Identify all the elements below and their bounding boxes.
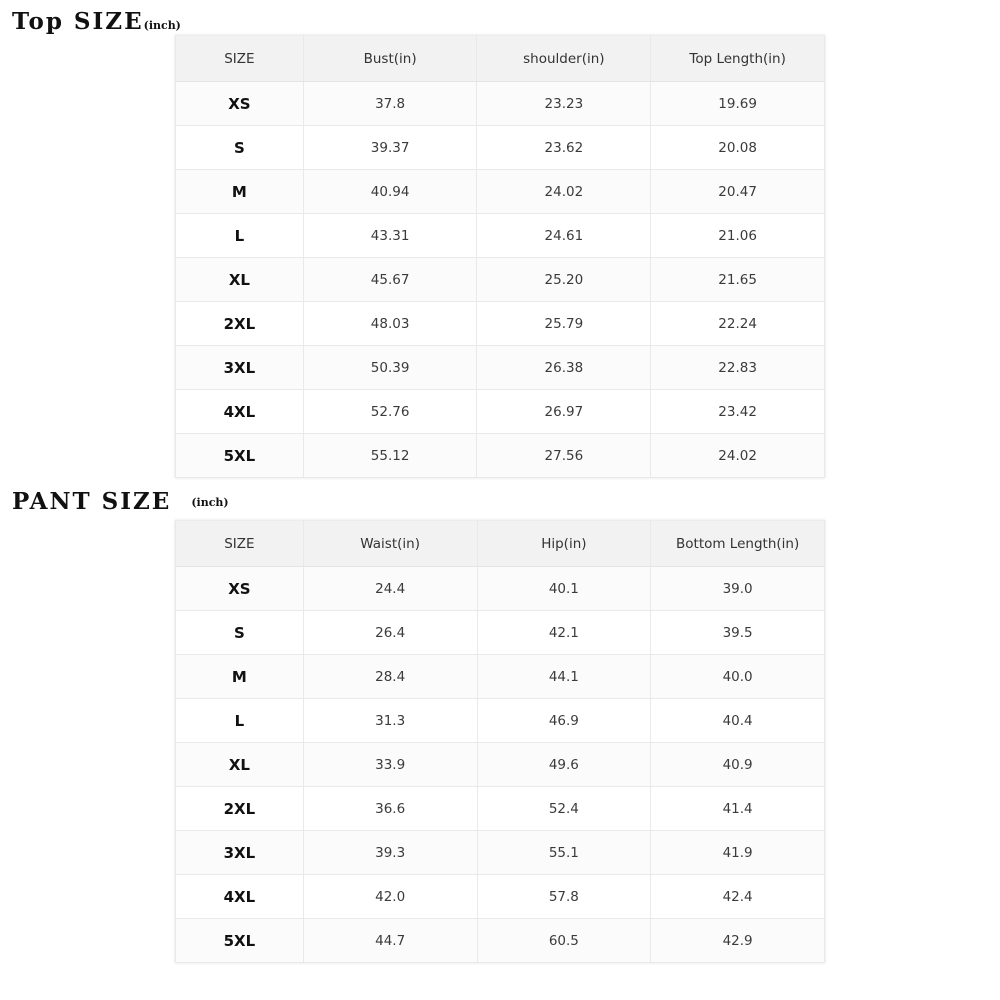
column-header-top-length: Top Length(in) <box>651 36 825 82</box>
top-size-heading-text: Top SIZE <box>12 8 144 35</box>
cell-hip: 42.1 <box>477 611 651 655</box>
cell-waist: 44.7 <box>303 919 477 963</box>
cell-bust: 48.03 <box>303 302 477 346</box>
column-header-size: SIZE <box>176 521 304 567</box>
table-row <box>176 346 825 390</box>
cell-bust: 39.37 <box>303 126 477 170</box>
table-row <box>176 787 825 831</box>
cell-size: XL <box>176 743 304 787</box>
cell-top-length: 21.06 <box>651 214 825 258</box>
pant-size-heading <box>12 488 229 515</box>
cell-bottom-length: 40.9 <box>651 743 825 787</box>
top-size-unit-note: (inch) <box>143 19 181 32</box>
column-header-bust: Bust(in) <box>303 36 477 82</box>
cell-hip: 55.1 <box>477 831 651 875</box>
cell-bottom-length: 42.9 <box>651 919 825 963</box>
top-size-table <box>175 35 825 478</box>
column-header-hip: Hip(in) <box>477 521 651 567</box>
cell-hip: 52.4 <box>477 787 651 831</box>
cell-shoulder: 25.20 <box>477 258 651 302</box>
table-row <box>176 302 825 346</box>
pant-size-table <box>175 520 825 963</box>
cell-bust: 45.67 <box>303 258 477 302</box>
cell-waist: 39.3 <box>303 831 477 875</box>
table-row <box>176 126 825 170</box>
cell-hip: 57.8 <box>477 875 651 919</box>
cell-bust: 37.8 <box>303 82 477 126</box>
cell-bottom-length: 42.4 <box>651 875 825 919</box>
cell-hip: 44.1 <box>477 655 651 699</box>
column-header-waist: Waist(in) <box>303 521 477 567</box>
cell-bust: 52.76 <box>303 390 477 434</box>
cell-size: M <box>176 170 304 214</box>
cell-size: 5XL <box>176 434 304 478</box>
table-row <box>176 390 825 434</box>
cell-shoulder: 24.61 <box>477 214 651 258</box>
table-row <box>176 567 825 611</box>
table-row <box>176 655 825 699</box>
cell-size: S <box>176 611 304 655</box>
cell-hip: 60.5 <box>477 919 651 963</box>
cell-top-length: 20.08 <box>651 126 825 170</box>
column-header-bottom-length: Bottom Length(in) <box>651 521 825 567</box>
cell-top-length: 20.47 <box>651 170 825 214</box>
table-row <box>176 258 825 302</box>
table-row <box>176 434 825 478</box>
cell-size: 4XL <box>176 390 304 434</box>
cell-bust: 40.94 <box>303 170 477 214</box>
cell-bottom-length: 39.0 <box>651 567 825 611</box>
cell-hip: 49.6 <box>477 743 651 787</box>
cell-waist: 42.0 <box>303 875 477 919</box>
cell-bottom-length: 41.4 <box>651 787 825 831</box>
table-row <box>176 214 825 258</box>
cell-top-length: 19.69 <box>651 82 825 126</box>
cell-size: 2XL <box>176 302 304 346</box>
cell-size: 3XL <box>176 831 304 875</box>
cell-shoulder: 24.02 <box>477 170 651 214</box>
cell-size: 3XL <box>176 346 304 390</box>
cell-bust: 50.39 <box>303 346 477 390</box>
cell-bottom-length: 40.0 <box>651 655 825 699</box>
column-header-size: SIZE <box>176 36 304 82</box>
cell-top-length: 22.24 <box>651 302 825 346</box>
cell-shoulder: 27.56 <box>477 434 651 478</box>
top-size-heading <box>12 8 181 35</box>
cell-size: S <box>176 126 304 170</box>
cell-bottom-length: 41.9 <box>651 831 825 875</box>
cell-shoulder: 26.97 <box>477 390 651 434</box>
cell-bust: 55.12 <box>303 434 477 478</box>
cell-shoulder: 26.38 <box>477 346 651 390</box>
cell-waist: 24.4 <box>303 567 477 611</box>
cell-bust: 43.31 <box>303 214 477 258</box>
cell-waist: 33.9 <box>303 743 477 787</box>
cell-hip: 40.1 <box>477 567 651 611</box>
cell-bottom-length: 39.5 <box>651 611 825 655</box>
cell-shoulder: 23.62 <box>477 126 651 170</box>
cell-waist: 28.4 <box>303 655 477 699</box>
cell-bottom-length: 40.4 <box>651 699 825 743</box>
table-row <box>176 611 825 655</box>
cell-waist: 31.3 <box>303 699 477 743</box>
cell-top-length: 22.83 <box>651 346 825 390</box>
cell-size: XL <box>176 258 304 302</box>
cell-size: L <box>176 699 304 743</box>
cell-waist: 36.6 <box>303 787 477 831</box>
cell-top-length: 23.42 <box>651 390 825 434</box>
table-row <box>176 699 825 743</box>
table-row <box>176 82 825 126</box>
cell-size: 4XL <box>176 875 304 919</box>
column-header-shoulder: shoulder(in) <box>477 36 651 82</box>
cell-size: L <box>176 214 304 258</box>
cell-size: M <box>176 655 304 699</box>
cell-size: 2XL <box>176 787 304 831</box>
cell-top-length: 21.65 <box>651 258 825 302</box>
pant-size-unit-note: (inch) <box>191 496 229 509</box>
pant-size-heading-text: PANT SIZE <box>12 488 172 515</box>
table-header-row <box>176 521 825 567</box>
cell-top-length: 24.02 <box>651 434 825 478</box>
cell-size: 5XL <box>176 919 304 963</box>
cell-shoulder: 23.23 <box>477 82 651 126</box>
table-row <box>176 170 825 214</box>
cell-hip: 46.9 <box>477 699 651 743</box>
table-row <box>176 743 825 787</box>
table-row <box>176 831 825 875</box>
table-header-row <box>176 36 825 82</box>
cell-size: XS <box>176 567 304 611</box>
cell-size: XS <box>176 82 304 126</box>
cell-shoulder: 25.79 <box>477 302 651 346</box>
cell-waist: 26.4 <box>303 611 477 655</box>
table-row <box>176 875 825 919</box>
table-row <box>176 919 825 963</box>
